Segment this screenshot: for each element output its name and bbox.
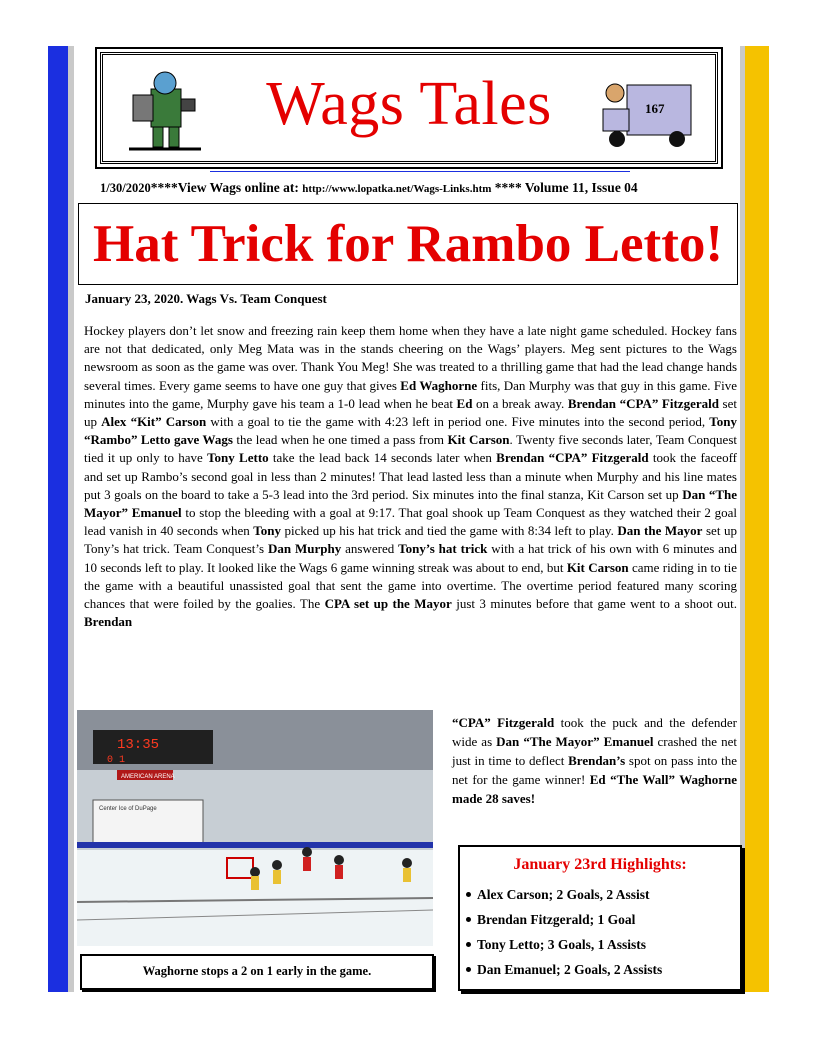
article-continuation bbox=[452, 713, 737, 808]
text-run: to stop the bleeding with a goal at 9:17. That goal shook up Team Conquest as they watched their 2 goal lead vanish in 40 seconds when bbox=[84, 505, 737, 539]
text-run: Dan “The Mayor” Emanuel bbox=[84, 486, 737, 521]
website-link[interactable]: http://www.lopatka.net/Wags-Links.htm bbox=[302, 183, 492, 195]
text-run: take the lead back 14 seconds later when bbox=[268, 450, 497, 466]
text-run: crashed the net just in time to deflect bbox=[452, 734, 737, 768]
text-run: Ed bbox=[456, 395, 473, 411]
text-run: just 3 minutes before that game went to a shoot out. bbox=[451, 596, 737, 612]
highlights-box bbox=[458, 845, 742, 991]
text-run: spot on pass into the net for the game winner! bbox=[452, 753, 737, 787]
text-run: with a hat trick of his own with 6 minutes and 10 seconds left to play. It looked like the Wags 6 game winning streak was about to end, but bbox=[84, 541, 737, 575]
text-run: Ed “The Wall” Waghorne bbox=[589, 772, 737, 787]
text-run: Tony bbox=[253, 523, 281, 539]
text-run: came riding in to tie the game with a beautiful unassisted goal that sent the game into overtime. The overtime period featured many scoring chances that were foiled by the goalies. The bbox=[84, 559, 737, 612]
highlight-item: Dan Emanuel; 2 Goals, 2 Assists bbox=[466, 957, 740, 982]
text-run: Kit Carson bbox=[566, 559, 629, 575]
text-run: Dan “The Mayor” Emanuel bbox=[496, 734, 654, 749]
text-run: Tony’s hat trick bbox=[398, 541, 488, 557]
arena-banner: AMERICAN ARENA bbox=[121, 774, 175, 780]
text-run: Dan the Mayor bbox=[617, 523, 703, 539]
text-run: Kit Carson bbox=[447, 432, 510, 448]
zamboni-icon bbox=[597, 69, 695, 151]
bullet-icon bbox=[466, 892, 471, 897]
text-run: Tony “Rambo” Letto gave Wags bbox=[84, 414, 738, 448]
text-run: . Twenty five seconds later, Team Conquest tied it up only to have bbox=[84, 432, 738, 466]
text-run: took the puck and the defender wide as bbox=[452, 715, 737, 749]
text-run: Dan Murphy bbox=[267, 541, 342, 557]
volume-issue: **** Volume 11, Issue 04 bbox=[491, 180, 638, 195]
scoreboard-scores: 0 1 bbox=[107, 755, 126, 766]
right-border-yellow bbox=[745, 46, 769, 992]
text-run: picked up his hat trick and tied the game with 8:34 left to play. bbox=[280, 523, 618, 539]
game-photo bbox=[77, 710, 433, 946]
text-run: Brendan “CPA” Fitzgerald bbox=[567, 395, 719, 411]
highlight-item: Alex Carson; 2 Goals, 2 Assist bbox=[466, 882, 740, 907]
text-run: CPA set up the Mayor bbox=[324, 596, 452, 612]
highlights-list bbox=[466, 882, 740, 982]
text-run: set up bbox=[84, 395, 737, 430]
text-run: took the faceoff and set up Rambo’s second goal in less than 2 minutes! That lead lasted less than a minute when Murphy and his line mates put 3 goals on the board to take a 5-3 lead into the 3rd period. Six minutes into the final stanza, Kit Carson set up bbox=[84, 450, 738, 502]
text-run: on a break away. bbox=[472, 395, 568, 411]
text-run: set up Tony’s hat trick. Team Conquest’s bbox=[84, 523, 737, 557]
zamboni-badge: 167 bbox=[645, 101, 665, 116]
issue-date: 1/30/2020 bbox=[100, 181, 151, 195]
text-run: answered bbox=[341, 541, 399, 557]
left-border-gray bbox=[68, 46, 74, 992]
scoreboard-time: 13:35 bbox=[117, 737, 160, 753]
text-run: “CPA” Fitzgerald bbox=[452, 715, 555, 730]
rink-sign: Center Ice of DuPage bbox=[99, 806, 157, 812]
masthead bbox=[100, 52, 718, 164]
bullet-icon bbox=[466, 967, 471, 972]
text-run: the lead when he one timed a pass from bbox=[232, 432, 448, 448]
article-body bbox=[84, 322, 737, 631]
text-run: made 28 saves! bbox=[452, 791, 536, 806]
text-run: Brendan bbox=[84, 614, 133, 630]
dateline bbox=[100, 180, 720, 196]
text-run: with a goal to tie the game with 4:23 left in period one. Five minutes into the second period, bbox=[206, 414, 710, 430]
text-run: Alex “Kit” Carson bbox=[101, 414, 207, 430]
bullet-icon bbox=[466, 917, 471, 922]
text-run: fits, Dan Murphy was that guy in this game. Five minutes into the game, Murphy gave his team a 1-0 lead when he beat bbox=[84, 377, 738, 411]
highlight-item: Tony Letto; 3 Goals, 1 Assists bbox=[466, 932, 740, 957]
text-run: Tony Letto bbox=[207, 450, 269, 466]
view-online-text: ****View Wags online at: bbox=[150, 180, 303, 195]
text-run: Brendan’s bbox=[568, 753, 626, 768]
masthead-rule bbox=[210, 171, 630, 172]
photo-caption-box bbox=[80, 954, 434, 990]
bullet-icon bbox=[466, 942, 471, 947]
text-run: Brendan “CPA” Fitzgerald bbox=[496, 450, 649, 466]
text-run: Hockey players don’t let snow and freezing rain keep them home when they have a late night game scheduled. Hockey fans are not that dedicated, only Meg Mata was in the stands cheering on the Wags’ players. Meg sent pictures to the Wags newsroom as soon as the game was over. Thank You Meg! She was treated to a thrilling game that had the lead change hands several times. Every game seems to have one guy that gives bbox=[84, 323, 737, 393]
newsletter-title: Wags Tales bbox=[266, 70, 552, 138]
photo-caption: Waghorne stops a 2 on 1 early in the game. bbox=[142, 964, 372, 978]
highlight-item: Brendan Fitzgerald; 1 Goal bbox=[466, 907, 740, 932]
highlights-title: January 23rd Highlights: bbox=[513, 856, 687, 873]
headline: Hat Trick for Rambo Letto! bbox=[92, 215, 724, 273]
headline-box bbox=[78, 203, 738, 285]
game-subhead: January 23, 2020. Wags Vs. Team Conquest bbox=[85, 291, 327, 306]
text-run: Ed Waghorne bbox=[400, 377, 478, 393]
